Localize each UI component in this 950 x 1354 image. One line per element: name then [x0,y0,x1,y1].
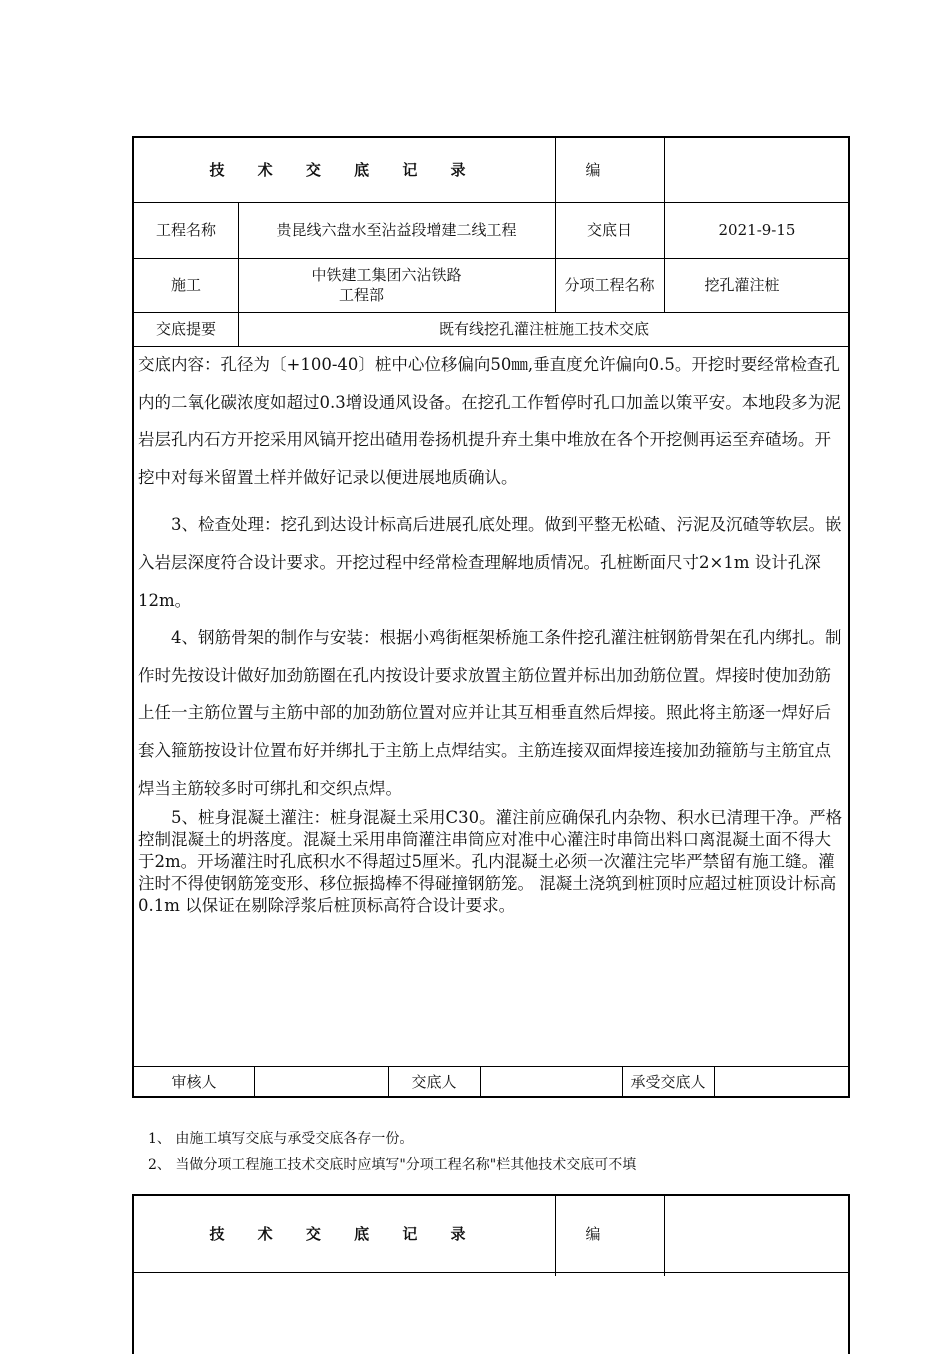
construction-unit-line1: 中铁建工集团六沾铁路 [311,266,462,284]
sub-project-value: 挖孔灌注桩 [704,276,780,294]
construction-unit [238,258,555,312]
receiver-value [714,1066,850,1098]
col-divider [664,1196,665,1276]
serial-number-label: 编 [585,1225,601,1243]
summary-label: 交底提要 [155,320,216,338]
date-label: 交底日 [586,221,632,239]
disclosure-record-form-2 [132,1194,850,1354]
content-paragraph: 4、钢筋骨架的制作与安装：根据小鸡街框架桥施工条件挖孔灌注桩钢筋骨架在孔内绑扎。制作时先按设计做好加劲筋圈在孔内按设计要求放置主筋位置并标出加劲筋位置。焊接时使加劲筋上任一主筋位置与主筋中部的加劲筋位置对应并让其互相垂直然后焊接。照此将主筋逐一焊好后套入箍筋按设计位置布好并绑扎于主筋上点焊结实。主筋连接双面焊接连接加劲箍筋与主筋宜点焊当主筋较多时可绑扎和交织点焊。 [138,628,842,798]
note-item: 1、 由施工填写交底与承受交底各存一份。 [148,1131,414,1147]
discloser-value [480,1066,622,1098]
disclosure-record-form [132,136,850,1098]
reviewer-value [254,1066,388,1098]
receiver-label: 承受交底人 [630,1073,706,1091]
summary-value: 既有线挖孔灌注桩施工技术交底 [438,320,649,338]
date-value: 2021-9-15 [718,221,796,239]
project-name-value: 贵昆线六盘水至沾益段增建二线工程 [276,221,517,239]
disclosure-content [138,346,844,917]
discloser-label: 交底人 [411,1073,457,1091]
serial-number-value [664,138,850,202]
construction-unit-line2: 工程部 [338,286,384,304]
content-paragraph: 交底内容：孔径为〔+100-40〕桩中心位移偏向50㎜,垂直度允许偏向0.5。开挖时要经常检查孔内的二氧化碳浓度如超过0.3增设通风设备。在挖孔工作暂停时孔口加盖以策平安。本地段多为泥岩层孔内石方开挖采用风镐开挖出碴用卷扬机提升弃土集中堆放在各个开挖侧再运至弃碴场。开挖中对每米留置土样并做好记录以便进展地质确认。 [138,355,841,487]
serial-number-label: 编 [585,161,601,179]
note-item: 2、 当做分项工程施工技术交底时应填写"分项工程名称"栏其他技术交底可不填 [148,1157,637,1173]
form-title: 技 术 交 底 记 录 [209,161,480,179]
form-notes [148,1126,636,1178]
row-divider [134,1272,848,1273]
content-paragraph: 5、桩身混凝土灌注：桩身混凝土采用C30。灌注前应确保孔内杂物、积水已清理干净。严格控制混凝土的坍落度。混凝土采用串筒灌注串筒应对准中心灌注时串筒出料口离混凝土面不得大于2m。开场灌注时孔底积水不得超过5厘米。孔内混凝土必须一次灌注完毕严禁留有施工缝。灌注时不得使钢筋笼变形、移位振捣棒不得碰撞钢筋笼。 混凝土浇筑到桩顶时应超过桩顶设计标高 0.1m 以保证在剔除浮浆后桩顶标高符合设计要求。 [138,808,843,916]
form-title: 技 术 交 底 记 录 [209,1225,480,1243]
project-name-label: 工程名称 [155,221,216,239]
sub-project-label: 分项工程名称 [564,276,655,294]
content-paragraph: 3、检查处理：挖孔到达设计标高后进展孔底处理。做到平整无松碴、污泥及沉碴等软层。嵌入岩层深度符合设计要求。开挖过程中经常检查理解地质情况。孔桩断面尺寸2×1m 设计孔深12m。 [138,515,842,610]
reviewer-label: 审核人 [171,1073,217,1091]
construction-label: 施工 [170,276,201,294]
